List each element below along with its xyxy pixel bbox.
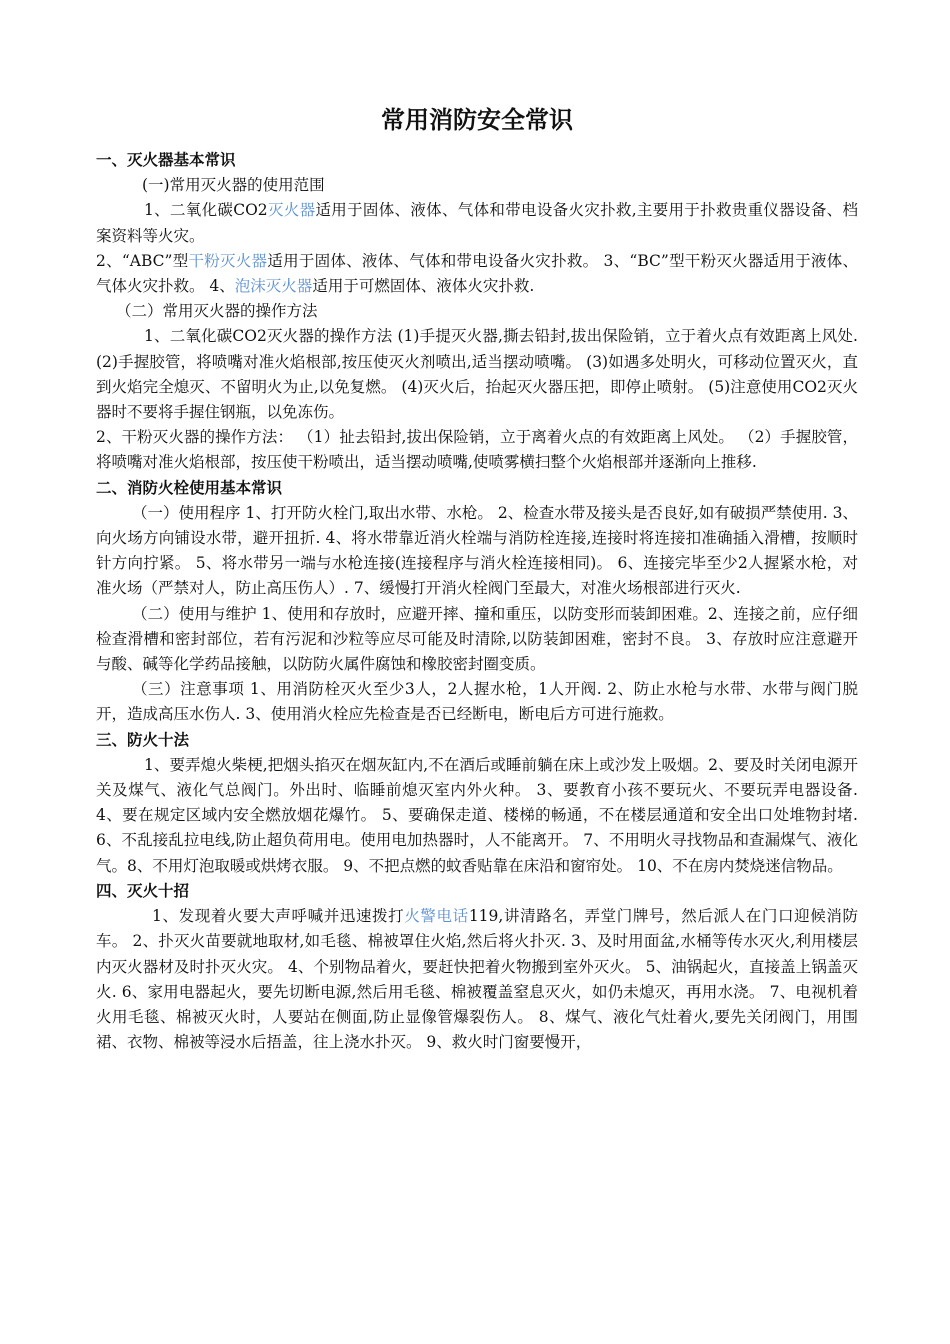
paragraph-text: 1、发现着火要大声呼喊并迅速拨打: [152, 907, 405, 926]
paragraph-hydrant-notes: （三）注意事项 1、用消防栓灭火至少3人，2人握水枪，1人开阀. 2、防止水枪与水带、水带与阀门脱开，造成高压水伤人. 3、使用消火栓应先检查是否已经断电，断电后方可进行施救。: [96, 680, 858, 724]
fire-hotline-link[interactable]: 火警电话: [404, 907, 469, 926]
subsection-heading-1-2: （二）常用灭火器的操作方法: [116, 302, 318, 321]
paragraph-text: 1、二氧化碳CO2: [144, 201, 268, 220]
document-page: [96, 100, 858, 1055]
paragraph-text: 适用于固体、液体、气体和带电设备火灾扑救,主要用于扑救贵重仪器设备、档案资料等火灾。: [96, 201, 858, 245]
subsection-heading-1-1: (一)常用灭火器的使用范围: [142, 176, 325, 195]
paragraph-text: 适用于固体、液体、气体和带电设备火灾扑救。 3、“BC”型干粉灭火器适用于液体、气体火灾扑救。 4、: [96, 251, 858, 296]
section-heading-1: 一、灭火器基本常识: [96, 151, 236, 169]
paragraph-hydrant-maintenance: （二）使用与维护 1、使用和存放时，应避开摔、撞和重压，以防变形而装卸困难。2、连接之前，应仔细检查滑槽和密封部位，若有污泥和沙粒等应尽可能及时清除,以防装卸困难，密封不良。 3、存放时应注意避开与酸、碱等化学药品接触，以防防火属件腐蚀和橡胶密封圈变质。: [96, 604, 858, 674]
dry-powder-extinguisher-link[interactable]: 干粉灭火器: [188, 251, 268, 270]
paragraph-co2-operation: 1、二氧化碳CO2灭火器的操作方法 (1)手提灭火器,撕去铅封,拔出保险销，立于着火点有效距离上风处. (2)手握胶管，将喷嘴对准火焰根部,按压使灭火剂喷出,适当摆动喷嘴。 (3)如遇多处明火，可移动位置灭火，直到火焰完全熄灭、不留明火为止,以免复燃。 (4)灭火后，抬起灭火器压把，即停止喷射。 (5)注意使用CO2灭火器时不要将手握住钢瓶，以免冻伤。: [96, 327, 858, 422]
paragraph-text: 2、“ABC”型: [96, 251, 189, 270]
paragraph-fire-prevention: 1、要弄熄火柴梗,把烟头掐灭在烟灰缸内,不在酒后或睡前躺在床上或沙发上吸烟。2、要及时关闭电源开关及煤气、液化气总阀门。外出时、临睡前熄灭室内外火种。 3、要教育小孩不要玩火、不要玩弄电器设备. 4、要在规定区域内安全燃放烟花爆竹。 5、要确保走道、楼梯的畅通，不在楼层通道和安全出口处堆物封堵. 6、不乱接乱拉电线,防止超负荷用电。使用电加热器时，人不能离开。 7、不用明火寻找物品和查漏煤气、液化气。8、不用灯泡取暖或烘烤衣服。 9、不把点燃的蚊香贴靠在床沿和窗帘处。 10、不在房内焚烧迷信物品。: [96, 755, 858, 875]
paragraph-co2-range: [96, 198, 858, 248]
document-title: 常用消防安全常识: [381, 106, 573, 134]
section-heading-3: 三、防火十法: [96, 730, 190, 749]
fire-extinguisher-link[interactable]: 灭火器: [267, 201, 316, 220]
section-heading-2: 二、消防火栓使用基本常识: [96, 478, 283, 497]
paragraph-powder-operation: 2、干粉灭火器的操作方法： （1）扯去铅封,拔出保险销，立于离着火点的有效距离上风处。 （2）手握胶管，将喷嘴对准火焰根部，按压使干粉喷出，适当摆动喷嘴,使喷雾横扫整个火焰根部并逐渐向上推移.: [96, 428, 858, 472]
paragraph-text: 119,讲清路名，弄堂门牌号，然后派人在门口迎候消防车。 2、扑灭火苗要就地取材,如毛毯、棉被罩住火焰,然后将火扑灭. 3、及时用面盆,水桶等传水灭火,利用楼层内灭火器材及时扑灭火灾。 4、个别物品着火，要赶快把着火物搬到室外灭火。 5、油锅起火，直接盖上锅盖灭火. 6、家用电器起火，要先切断电源,然后用毛毯、棉被覆盖窒息灭火，如仍未熄灭，再用水浇。 7、电视机着火用毛毯、棉被灭火时，人要站在侧面,防止显像管爆裂伤人。 8、煤气、液化气灶着火,要先关闭阀门，用围裙、衣物、棉被等浸水后捂盖，往上浇水扑灭。 9、救火时门窗要慢开，: [96, 907, 858, 1052]
foam-extinguisher-link[interactable]: 泡沫灭火器: [234, 277, 313, 296]
section-heading-4: 四、灭火十招: [96, 881, 190, 900]
paragraph-powder-foam-range: [96, 249, 858, 299]
paragraph-firefighting: [96, 904, 858, 1055]
paragraph-hydrant-procedure: （一）使用程序 1、打开防火栓门,取出水带、水枪。 2、检查水带及接头是否良好,如有破损严禁使用. 3、向火场方向铺设水带，避开扭折. 4、将水带靠近消火栓端与消防栓连接,连接时将连接扣准确插入滑槽，按顺时针方向拧紧。 5、将水带另一端与水枪连接(连接程序与消火栓连接相同)。 6、连接完毕至少2人握紧水枪，对准火场（严禁对人，防止高压伤人）. 7、缓慢打开消火栓阀门至最大，对准火场根部进行灭火.: [96, 503, 858, 598]
paragraph-text: 适用于可燃固体、液体火灾扑救.: [312, 277, 535, 296]
